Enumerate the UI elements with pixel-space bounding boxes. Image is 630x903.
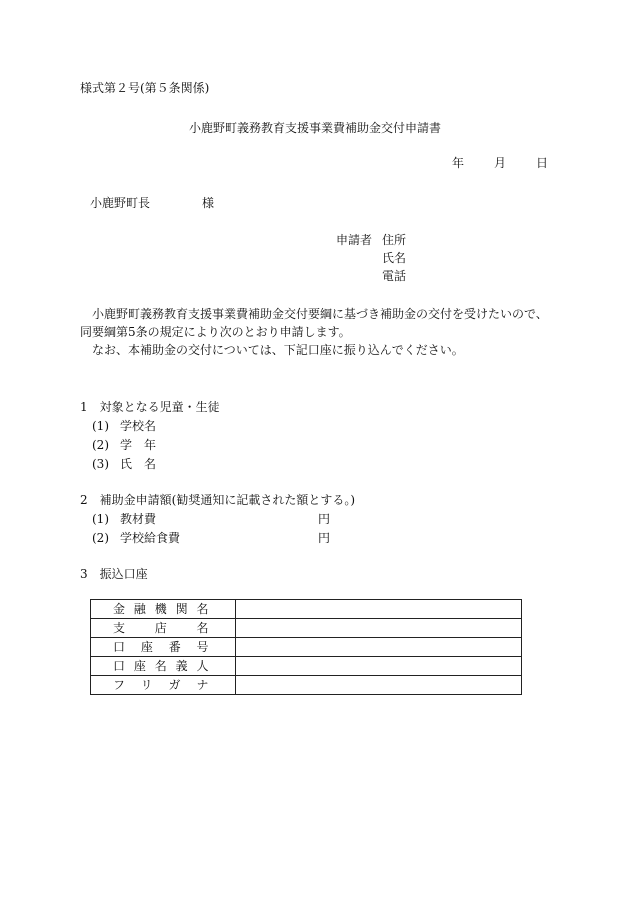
body-paragraph-2: なお、本補助金の交付については、下記口座に振り込んでください。	[92, 343, 464, 357]
item-number: (3)	[92, 457, 109, 471]
section-1-item	[92, 456, 156, 472]
account-holder-field[interactable]	[235, 657, 521, 676]
item-label: 学校給食費	[120, 531, 181, 545]
yen-unit: 円	[318, 531, 331, 545]
account-holder-label: 口座名義人	[91, 657, 236, 676]
addressee-honorific: 様	[202, 196, 215, 210]
table-row	[91, 657, 522, 676]
item-label: 教材費	[120, 512, 157, 526]
bank-name-label: 金融機関名	[91, 600, 236, 619]
applicant-address-label: 住所	[382, 233, 407, 247]
branch-label: 支店名	[91, 619, 236, 638]
addressee-name: 小鹿野町長	[90, 196, 151, 210]
section-1-heading: 1 対象となる児童・生徒	[80, 400, 220, 414]
document-title: 小鹿野町義務教育支援事業費補助金交付申請書	[188, 121, 441, 135]
section-2-item	[92, 530, 180, 546]
table-row	[91, 676, 522, 695]
date-month-label: 月	[494, 156, 507, 170]
date-line	[452, 155, 548, 171]
account-number-field[interactable]	[235, 638, 521, 657]
section-3-heading: 3 振込口座	[80, 567, 148, 581]
application-body	[80, 305, 550, 359]
branch-field[interactable]	[235, 619, 521, 638]
item-label: 氏 名	[120, 457, 157, 471]
furigana-field[interactable]	[235, 676, 521, 695]
item-number: (2)	[92, 531, 109, 545]
form-number: 様式第２号(第５条関係)	[80, 81, 210, 95]
addressee	[90, 195, 214, 211]
date-day-label: 日	[536, 156, 549, 170]
applicant-phone-label: 電話	[382, 269, 407, 283]
section-2-item	[92, 511, 156, 527]
account-number-label: 口座番号	[91, 638, 236, 657]
table-row	[91, 619, 522, 638]
item-label: 学校名	[120, 419, 157, 433]
item-number: (2)	[92, 438, 109, 452]
applicant-name-label: 氏名	[382, 251, 407, 265]
item-label: 学 年	[120, 438, 157, 452]
section-2-heading: 2 補助金申請額(勧奨通知に記載された額とする。)	[80, 493, 356, 507]
item-number: (1)	[92, 512, 109, 526]
section-1-item	[92, 418, 156, 434]
table-row	[91, 600, 522, 619]
body-paragraph-1: 小鹿野町義務教育支援事業費補助金交付要綱に基づき補助金の交付を受けたいので、同要綱第5条の規定により次のとおり申請します。	[80, 307, 548, 339]
table-row	[91, 638, 522, 657]
furigana-label: フリガナ	[91, 676, 236, 695]
bank-name-field[interactable]	[235, 600, 521, 619]
bank-account-table	[90, 599, 522, 695]
applicant-label: 申請者	[336, 233, 373, 247]
section-1-item	[92, 437, 156, 453]
item-number: (1)	[92, 419, 109, 433]
yen-unit: 円	[318, 512, 331, 526]
date-year-label: 年	[452, 156, 465, 170]
